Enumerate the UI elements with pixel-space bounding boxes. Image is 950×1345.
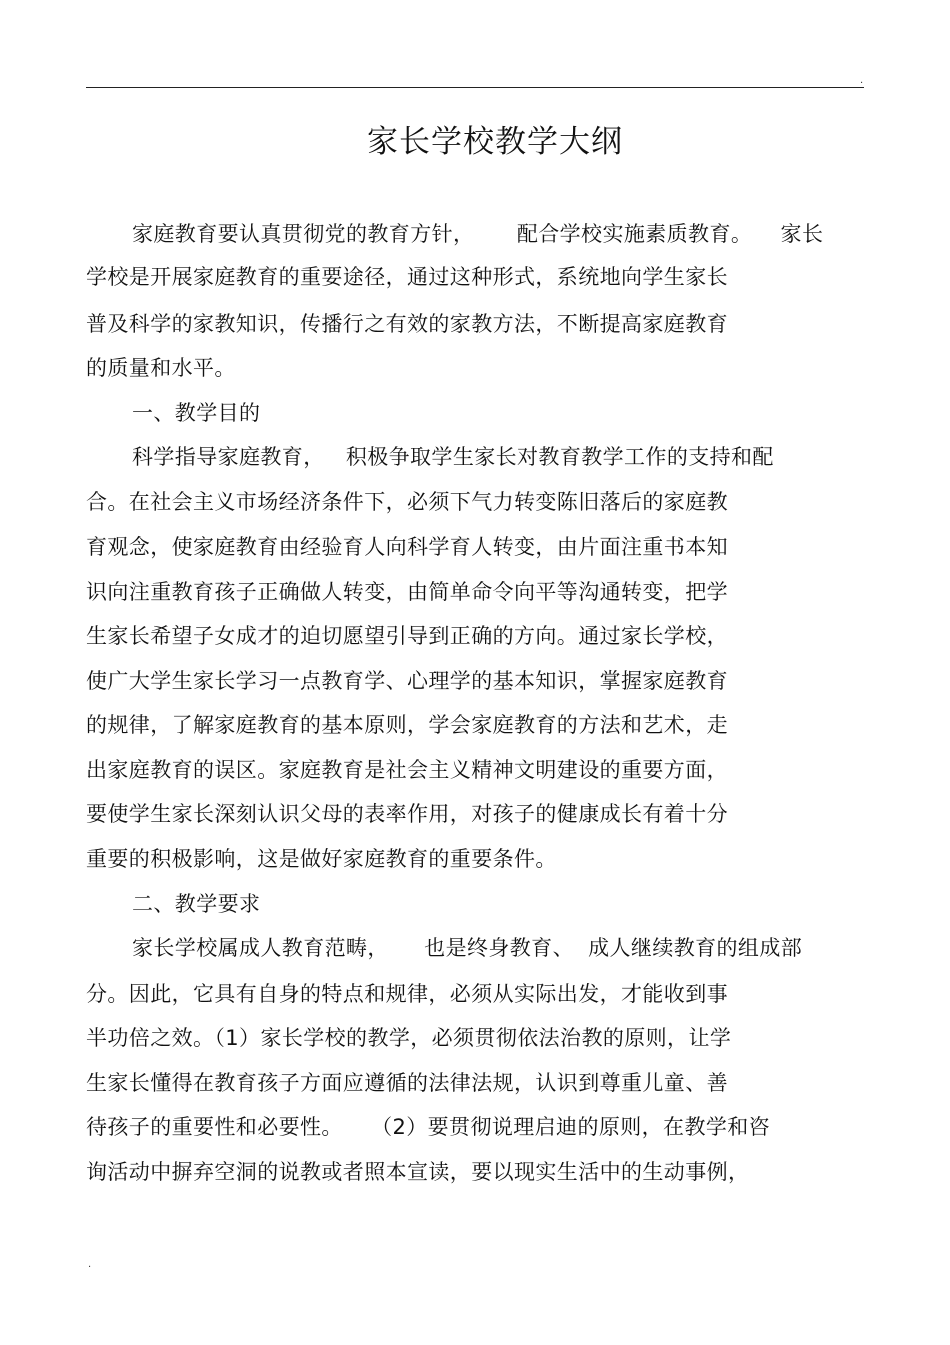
footer-corner-mark: . [88,1259,92,1270]
paragraph-2-line-1: 科学指导家庭教育， 积极争取学生家长对教育教学工作的支持和配 [132,445,774,469]
paragraph-3-line-5: 待孩子的重要性和必要性。 （2）要贯彻说理启迪的原则，在教学和咨 [86,1115,771,1139]
header-rule [86,87,864,88]
paragraph-2-line-6: 使广大学生家长学习一点教育学、心理学的基本知识，掌握家庭教育 [86,669,728,693]
paragraph-1-line-4: 的质量和水平。 [86,356,236,380]
paragraph-3-line-4: 生家长懂得在教育孩子方面应遵循的法律法规，认识到尊重儿童、善 [86,1071,728,1095]
paragraph-2-line-5: 生家长希望子女成才的迫切愿望引导到正确的方向。通过家长学校， [86,624,728,648]
paragraph-1-line-1: 家庭教育要认真贯彻党的教育方针， 配合学校实施素质教育。 家长 [132,222,824,246]
paragraph-2-line-8: 出家庭教育的误区。家庭教育是社会主义精神文明建设的重要方面， [86,758,728,782]
paragraph-2-line-4: 识向注重教育孩子正确做人转变，由简单命令向平等沟通转变，把学 [86,580,728,604]
paragraph-3-line-1: 家长学校属成人教育范畴， 也是终身教育、 成人继续教育的组成部 [132,936,803,960]
paragraph-2-line-10: 重要的积极影响，这是做好家庭教育的重要条件。 [86,847,557,871]
paragraph-3-line-3: 半功倍之效。（1）家长学校的教学，必须贯彻依法治教的原则，让学 [86,1026,732,1050]
paragraph-2-line-9: 要使学生家长深刻认识父母的表率作用，对孩子的健康成长有着十分 [86,802,728,826]
paragraph-1-line-2: 学校是开展家庭教育的重要途径，通过这种形式，系统地向学生家长 [86,265,728,289]
paragraph-2-line-2: 合。在社会主义市场经济条件下，必须下气力转变陈旧落后的家庭教 [86,490,728,514]
document-title: 家长学校教学大纲 [367,124,623,160]
section-heading-2: 二、教学要求 [132,892,261,916]
paragraph-1-line-3: 普及科学的家教知识，传播行之有效的家教方法，不断提高家庭教育 [86,312,728,336]
paragraph-2-line-7: 的规律，了解家庭教育的基本原则，学会家庭教育的方法和艺术，走 [86,713,728,737]
paragraph-3-line-6: 询活动中摒弃空洞的说教或者照本宣读，要以现实生活中的生动事例， [86,1160,750,1184]
header-corner-mark: . [860,75,864,86]
paragraph-3-line-2: 分。因此，它具有自身的特点和规律，必须从实际出发，才能收到事 [86,982,728,1006]
paragraph-2-line-3: 育观念，使家庭教育由经验育人向科学育人转变，由片面注重书本知 [86,535,728,559]
section-heading-1: 一、教学目的 [132,401,261,425]
